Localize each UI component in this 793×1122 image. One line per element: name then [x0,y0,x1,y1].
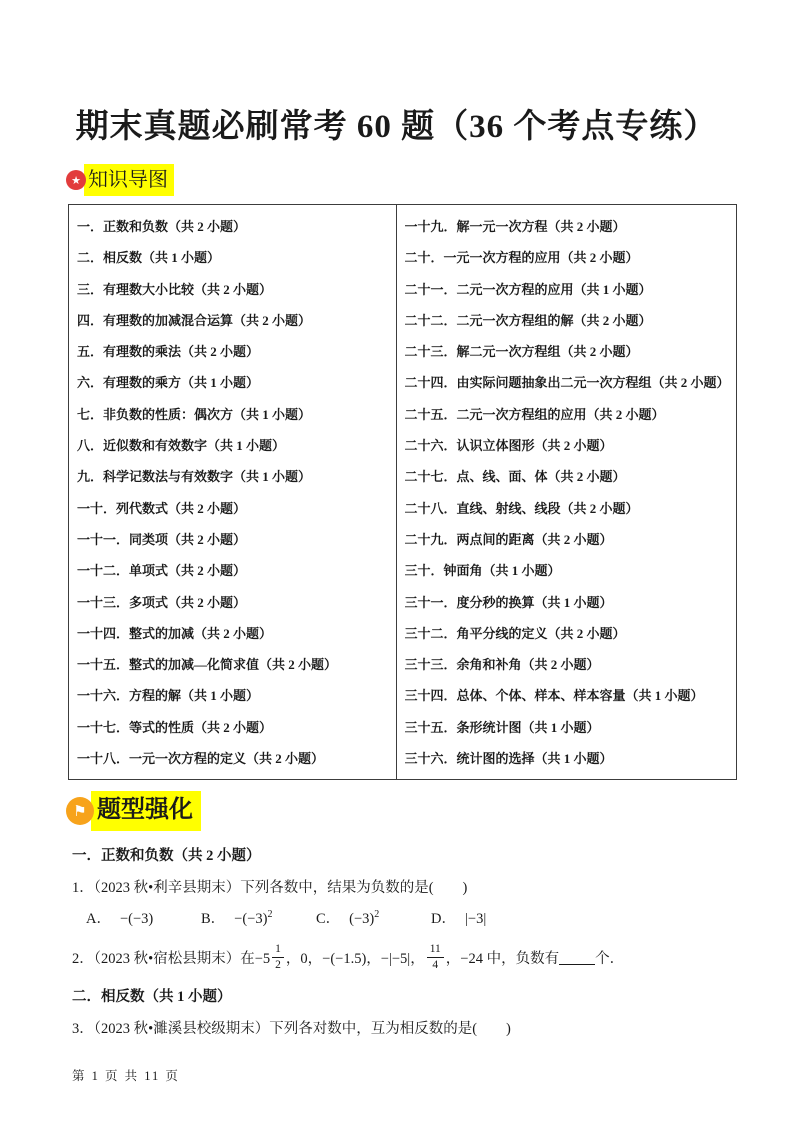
answer-blank [559,949,595,965]
flag-icon: ⚑ [66,797,94,825]
toc-item: 八．近似数和有效数字（共 1 小题） [77,438,286,454]
question-2-middle: ，0，−(−1.5)，−|−5|， [285,950,425,967]
question-2-middle-2: ，−24 中，负数有 [445,950,560,967]
toc-item: 二十二．二元一次方程组的解（共 2 小题） [404,312,652,328]
toc-item: 七．非负数的性质：偶次方（共 1 小题） [77,406,312,422]
page-title: 期末真题必刷常考 60 题（36 个考点专练） [75,109,718,145]
toc-item: 一．正数和负数（共 2 小题） [77,219,247,234]
option-c-label: C． [316,911,341,928]
toc-table [68,204,737,780]
option-c-value: (−3) [349,911,375,928]
toc-item: 一十七．等式的性质（共 2 小题） [77,719,273,735]
fraction-eleven-fourths: $\frac{11}{4}$ [427,942,444,972]
option-b-value: −(−3) [234,911,268,928]
option-d-label: D． [431,911,456,928]
option-c-exponent: 2 [374,909,380,921]
option-a-value: −(−3) [119,911,154,928]
toc-item: 一十二．单项式（共 2 小题） [77,563,247,579]
toc-item: 三十五．条形统计图（共 1 小题） [404,719,600,735]
toc-item: 二十四．由实际问题抽象出二元一次方程组（共 2 小题） [404,375,730,391]
section-1-heading: 一．正数和负数（共 2 小题） [72,848,261,865]
question-2-tail: 个． [595,950,625,967]
exercise-label: 题型强化 [91,791,201,831]
section-2-heading: 二．相反数（共 1 小题） [72,988,232,1005]
option-b [201,907,316,928]
toc-item: 三十．钟面角（共 1 小题） [404,563,561,579]
toc-item: 二十九．两点间的距离（共 2 小题） [404,531,613,547]
knowledge-map-label: 知识导图 [84,164,174,196]
toc-item: 一十．列代数式（共 2 小题） [77,500,247,516]
page-footer: 第 1 页 共 11 页 [72,1069,180,1083]
practice-section [72,844,737,1038]
fraction-one-half: $\frac{1}{2}$ [272,942,284,972]
toc-item: 二十三．解二元一次方程组（共 2 小题） [404,344,639,360]
toc-item: 五．有理数的乘法（共 2 小题） [77,344,260,360]
toc-item: 三十六．统计图的选择（共 1 小题） [404,751,613,767]
question-1-text: 1．（2023 秋•利辛县期末）下列各数中，结果为负数的是( ) [72,880,468,897]
toc-item: 三十一．度分秒的换算（共 1 小题） [404,594,613,610]
toc-item: 二十八．直线、射线、线段（共 2 小题） [404,500,639,516]
toc-item: 三十三．余角和补角（共 2 小题） [404,657,600,673]
toc-item: 九．科学记数法与有效数字（共 1 小题） [77,469,312,485]
option-d-value: |−3| [464,911,487,928]
toc-item: 二十五．二元一次方程组的应用（共 2 小题） [404,406,665,422]
toc-item: 二十六．认识立体图形（共 2 小题） [404,438,613,454]
question-3-text: 3．（2023 秋•濉溪县校级期末）下列各对数中，互为相反数的是( ) [72,1020,511,1037]
exercise-heading [66,791,793,831]
toc-item: 三十四．总体、个体、样本、样本容量（共 1 小题） [404,688,704,704]
knowledge-map-heading [66,164,793,196]
toc-item: 一十三．多项式（共 2 小题） [77,594,247,610]
option-d [431,907,486,928]
question-2-lead: 2．（2023 秋•宿松县期末）在−5 [72,950,271,967]
toc-item: 二十一．二元一次方程的应用（共 1 小题） [404,281,652,297]
option-b-exponent: 2 [267,909,273,921]
star-icon: ★ [66,170,86,190]
toc-item: 二十七．点、线、面、体（共 2 小题） [404,469,626,485]
toc-item: 一十五．整式的加减—化简求值（共 2 小题） [77,657,338,673]
toc-item: 二十．一元一次方程的应用（共 2 小题） [404,250,639,266]
toc-item: 四．有理数的加减混合运算（共 2 小题） [77,312,312,328]
toc-item: 二．相反数（共 1 小题） [77,250,221,266]
toc-item: 六．有理数的乘方（共 1 小题） [77,375,260,391]
toc-item: 三．有理数大小比较（共 2 小题） [77,281,273,297]
toc-column-right [397,205,736,779]
question-2-text [72,942,737,972]
toc-item: 一十九．解一元一次方程（共 2 小题） [404,219,626,234]
toc-column-left [69,205,397,779]
option-a-label: A． [86,911,111,928]
toc-item: 一十八．一元一次方程的定义（共 2 小题） [77,751,325,767]
option-c [316,907,431,928]
toc-item: 一十四．整式的加减（共 2 小题） [77,625,273,641]
option-a [86,907,201,928]
question-1-options [86,907,737,928]
option-b-label: B． [201,911,226,928]
toc-item: 一十一．同类项（共 2 小题） [77,531,247,547]
toc-item: 一十六．方程的解（共 1 小题） [77,688,260,704]
toc-item: 三十二．角平分线的定义（共 2 小题） [404,625,626,641]
